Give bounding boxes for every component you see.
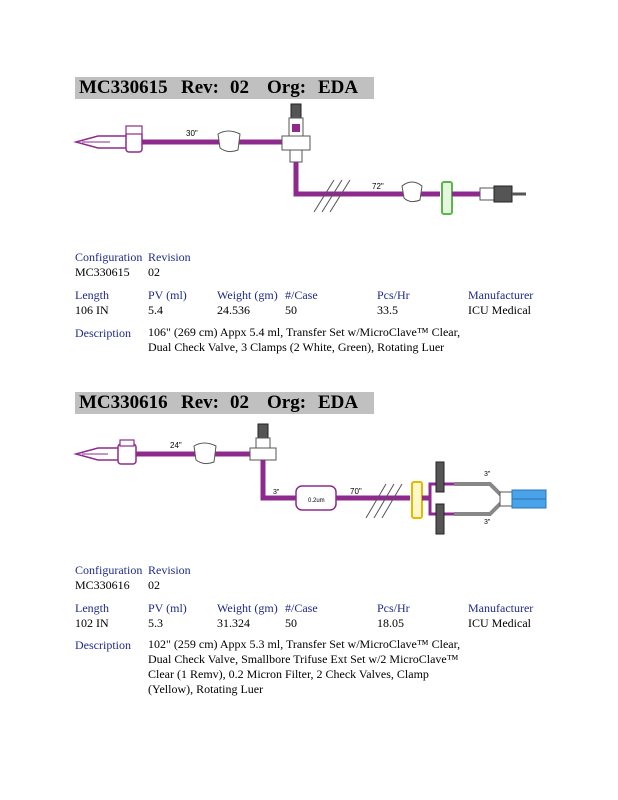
- spike-icon: [76, 440, 136, 464]
- description-label: Description: [75, 326, 131, 340]
- product-header: [75, 392, 374, 414]
- device-diagram: [70, 418, 560, 543]
- configuration-label: Configuration: [75, 250, 143, 264]
- manufacturer-label: Manufacturer: [468, 288, 534, 302]
- revision-label: Revision: [148, 250, 191, 264]
- length-main-label: 30": [186, 129, 198, 138]
- pv-value: 5.3: [148, 616, 163, 630]
- length-label: Length: [75, 288, 109, 302]
- clamp-icon: [402, 182, 422, 202]
- clamp-icon: [218, 131, 240, 152]
- org-label: Org:: [267, 392, 307, 413]
- manufacturer-label: Manufacturer: [468, 601, 534, 615]
- pcs-label: Pcs/Hr: [377, 288, 410, 302]
- description-line: 102" (259 cm) Appx 5.3 ml, Transfer Set w/MicroClave™ Clear,: [148, 637, 461, 651]
- weight-value: 24.536: [217, 303, 250, 317]
- pcs-value: 18.05: [377, 616, 404, 630]
- description-line: (Yellow), Rotating Luer: [148, 682, 264, 696]
- description-line: 106" (269 cm) Appx 5.4 ml, Transfer Set w/MicroClave™ Clear,: [148, 325, 461, 339]
- case-value: 50: [285, 616, 297, 630]
- rotating-luer-icon: [480, 186, 526, 202]
- description-line: Dual Check Valve, Smallbore Trifuse Ext Set w/2 MicroClave™: [148, 652, 459, 666]
- configuration-value: MC330615: [75, 265, 130, 279]
- pcs-label: Pcs/Hr: [377, 601, 410, 615]
- manufacturer-value: ICU Medical: [468, 616, 531, 630]
- clamp-icon: [194, 443, 216, 464]
- org-value: EDA: [318, 392, 359, 413]
- length-value: 106 IN: [75, 303, 109, 317]
- length-branch-bottom-label: 3": [484, 519, 491, 526]
- weight-label: Weight (gm): [217, 601, 278, 615]
- revision-value: 02: [148, 265, 160, 279]
- revision-value: 02: [148, 578, 160, 592]
- org-value: EDA: [318, 77, 359, 98]
- pcs-value: 33.5: [377, 303, 398, 317]
- length-branch-top-label: 3": [484, 471, 491, 478]
- filter-icon: [296, 486, 336, 510]
- product-header: [75, 77, 374, 99]
- rev-value: 02: [230, 392, 249, 413]
- description-text: [148, 325, 460, 355]
- part-number: MC330615: [79, 77, 168, 98]
- part-number: MC330616: [79, 392, 168, 413]
- case-label: #/Case: [285, 601, 318, 615]
- length-ext-label: 72": [372, 182, 384, 191]
- yellow-clamp-icon: [412, 482, 422, 518]
- weight-value: 31.324: [217, 616, 250, 630]
- pv-label: PV (ml): [148, 288, 187, 302]
- rotating-luer-icon: [500, 490, 546, 508]
- microclave-icon: [282, 104, 310, 162]
- description-line: Dual Check Valve, 3 Clamps (2 White, Green), Rotating Luer: [148, 340, 445, 354]
- rev-label: Rev:: [181, 392, 219, 413]
- rev-label: Rev:: [181, 77, 219, 98]
- length-ext-label: 70": [350, 487, 362, 496]
- configuration-value: MC330616: [75, 578, 130, 592]
- device-diagram: [70, 100, 540, 225]
- case-label: #/Case: [285, 288, 318, 302]
- pv-label: PV (ml): [148, 601, 187, 615]
- weight-label: Weight (gm): [217, 288, 278, 302]
- spike-icon: [76, 126, 142, 152]
- manufacturer-value: ICU Medical: [468, 303, 531, 317]
- org-label: Org:: [267, 77, 307, 98]
- description-line: Clear (1 Remv), 0.2 Micron Filter, 2 Check Valves, Clamp: [148, 667, 429, 681]
- description-text: [148, 637, 460, 697]
- configuration-label: Configuration: [75, 563, 143, 577]
- revision-label: Revision: [148, 563, 191, 577]
- check-valve-icon: [436, 462, 444, 534]
- case-value: 50: [285, 303, 297, 317]
- tube-break-icon: [366, 484, 402, 518]
- filter-label: 0.2um: [308, 498, 325, 504]
- length-value: 102 IN: [75, 616, 109, 630]
- length-main-label: 24": [170, 441, 182, 450]
- length-label: Length: [75, 601, 109, 615]
- length-drop-label: 3": [273, 489, 280, 496]
- microclave-icon: [250, 424, 276, 460]
- pv-value: 5.4: [148, 303, 163, 317]
- green-clamp-icon: [442, 182, 452, 214]
- description-label: Description: [75, 638, 131, 652]
- rev-value: 02: [230, 77, 249, 98]
